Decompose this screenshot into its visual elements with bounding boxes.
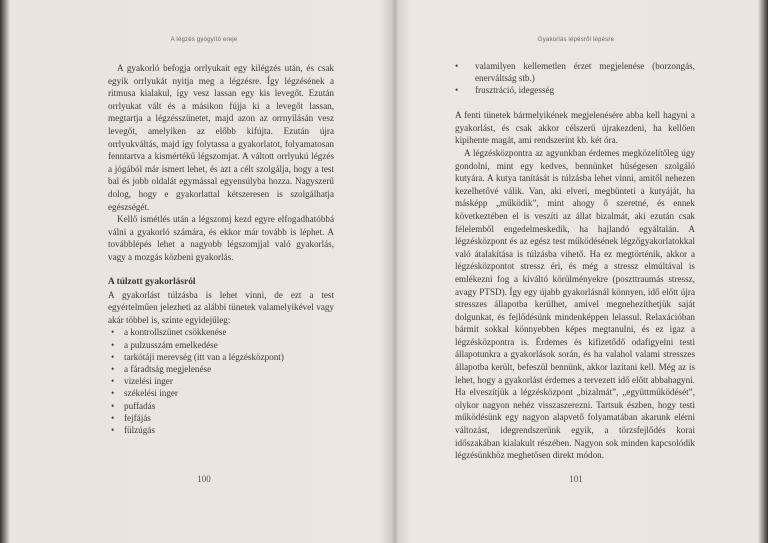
- running-head: A légzés gyógyító ereje: [170, 37, 238, 43]
- list-item: • a kontrollszünet csökkenése: [111, 327, 227, 338]
- bullet-icon: •: [111, 412, 115, 423]
- page-number: 101: [569, 474, 583, 484]
- list-item: • vizelési inger: [111, 376, 173, 387]
- list-item: • valamilyen kellemetlen érzet megjelenése (borzongás, enerváltság stb.): [455, 61, 695, 84]
- page-number: 100: [197, 474, 211, 484]
- symptom-list-continued: [455, 60, 695, 97]
- section-heading: A túlzott gyakorlásról: [108, 277, 196, 288]
- right-page: [400, 0, 752, 543]
- left-page: [18, 0, 390, 543]
- bullet-icon: •: [111, 400, 115, 411]
- list-item: • tarkótáji merevség (itt van a légzésközpont): [111, 351, 284, 362]
- list-item: • a pulzusszám emelkedése: [111, 339, 218, 350]
- right-body: [455, 60, 695, 462]
- bullet-icon: •: [111, 351, 115, 362]
- bullet-icon: •: [111, 364, 115, 375]
- bullet-icon: •: [111, 327, 115, 338]
- list-item: • puffadás: [111, 400, 156, 411]
- bullet-icon: •: [111, 339, 115, 350]
- body-paragraph: A fenti tünetek bármelyikének megjelenésére abba kell hagyni a gyakorlást, és csak akkor célszerű újrakezdeni, ha kellően kipihente magát, ami rendszerint kb. két óra.: [455, 110, 695, 146]
- spacer: [108, 264, 334, 277]
- body-paragraph: A légzésközpontra az agyunkban érdemes megközelítőleg úgy gondolni, mint egy kedves, bennünket hűségesen szolgáló kutyára. A kutya tanítását is túlzásba lehet vinni, amitől nehezen kezelhetővé válik. Van, aki elveri, megbünteti a kutyáját, ha másképp „működik”, mint ahogy ő szeretné, és ennek következtében el is veszíti az állat bizalmát, aki ezután csak félelemből engedelmeskedik, ha hajlandó egyáltalán. A légzésközpont és az egész test működésének légzőgyakorlatokkal való átalakítása is túlzásba vihető. Ha ez megtörténik, akkor a légzésközpontot stressz éri, és még a stressz elmúltával is emlékezni fog a kiváltó körülményekre (poszttraumás stressz, avagy PTSD). Így egy újabb gyakorlásnál könnyen, idő előtt újra stresszes állapotba kerülhet, amivel megnehezíthetjük saját dolgunkat, és fejlődésünk mindenképpen lelassul. Relaxációban bármit sokkal könnyebben képes megtanulni, és ez igaz a légzésközpontra is. Érdemes és kifizetődő odafigyelni testi állapotunkra a gyakorlások során, és ha valahol valami stresszes állapotba került, befeszül bennünk, akkor lazítani kell. Még az is lehet, hogy a gyakorlást érdemes a tervezett idő előtt abbahagyni. Ha elveszítjük a légzésközpont „bizalmát”, „együttműködését”, olykor nagyon nehéz visszaszerezni. Tartsuk észben, hogy testi működésünk egy nagyon alapvető folyamatában akarunk elérni változást, idegrendszerünk egyik, a törzsfejlődés korai időszakában kialakult részében. Nagyon sok minden kapcsolódik légzésünkhöz meghetősen direkt módon.: [455, 147, 695, 461]
- list-item: • fejfájás: [111, 412, 151, 423]
- body-paragraph: A gyakorlást túlzásba is lehet vinni, de ezt a test egyértelműen jelezheti az alábbi tünetek valamelyikével vagy akár többel is, szinte egyidejűleg:: [108, 289, 334, 325]
- bullet-icon: •: [111, 376, 115, 387]
- list-item: • a fáradtság megjelenése: [111, 364, 212, 375]
- list-item: • székelési inger: [111, 388, 178, 399]
- left-body: [108, 62, 334, 436]
- bullet-icon: •: [455, 85, 459, 96]
- bullet-icon: •: [111, 388, 115, 399]
- bullet-icon: •: [455, 61, 459, 71]
- bullet-icon: •: [111, 425, 115, 436]
- running-head: Gyakorlás lépésről lépésre: [537, 37, 615, 43]
- symptom-list: [108, 326, 334, 436]
- spacer: [455, 97, 695, 110]
- body-paragraph: Kellő ismétlés után a légszomj kezd egyre elfogadhatóbbá válni a gyakorló számára, és ekkor már tovább is léphet. A továbblépés lehet a nagyobb légszomjjal való gyakorlás, vagy a mozgás közbeni gyakorlás.: [108, 214, 334, 262]
- body-paragraph: A gyakorló befogja orrlyukait egy kilégzés után, és csak egyik orrlyukát nyitja meg a légzésre. Így légzésének a ritmusa kialakul, így vesz lassan egy kis levegőt. Ezután orrlyukat vált és a másikon fújja ki a levegőt lassan, megtartja a légzésszünetet, majd azon az orrnyílásán vesz levegőt, amelyiken az előbb kifújta. Ezután újra orrlyukváltás, majd így folytassa a gyakorlatot, folyamatosan fenntartva a kismértékű légszomjat. A váltott orrlyukú légzés a jógából már ismert lehet, és azt a célt szolgálja, hogy a test bal és jobb oldalát egymással egyensúlyba hozza. Nagyszerű dolog, hogy e gyakorlattal kétszeresen is szolgálhatja egészségét.: [108, 63, 334, 212]
- list-item: • frusztráció, idegesség: [455, 85, 555, 96]
- list-item: • fülzúgás: [111, 425, 155, 436]
